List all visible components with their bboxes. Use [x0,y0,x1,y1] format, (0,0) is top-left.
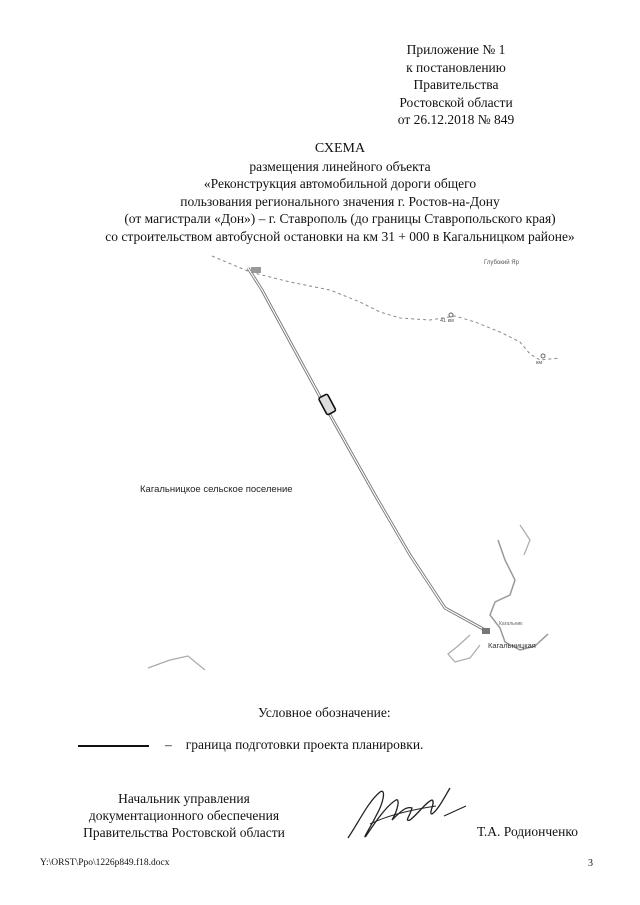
signature-position-line-2: документационного обеспечения [88,808,280,823]
map-label-village: Кагальницкая [488,641,536,650]
river-kagalnik [490,540,548,650]
document-title [40,140,640,245]
title-line-4: (от магистрали «Дон») – г. Ставрополь (до границы Ставропольского края) [124,211,556,226]
map-label-ravine: Глубокий Яр [484,260,519,266]
title-line-5: со строительством автобусной остановки на км 31 + 000 в Кагальницком районе» [105,228,575,244]
map-label-settlement: Кагальницкое сельское поселение [140,484,293,495]
title-line-1: размещения линейного объекта [249,158,431,174]
footer-file-path: Y:\ORST\Ppo\1226p849.f18.docx [40,858,170,868]
appendix-line-4: Ростовской области [399,94,513,110]
administrative-boundary-dashed [212,256,560,360]
map-label-km: км [536,360,543,366]
signature-block [70,790,298,841]
signature-position-line-1: Начальник управления [118,791,250,806]
map-label-river: Кагальник [499,621,523,627]
km41-marker [449,313,453,317]
page-number: 3 [588,858,593,869]
legend-boundary-line [78,745,149,747]
handwritten-signature [340,780,470,850]
appendix-line-1: Приложение № 1 [406,42,506,57]
appendix-line-5: от 26.12.2018 № 849 [397,112,515,127]
appendix-line-3: Правительства [413,77,499,92]
signature-position-line-3: Правительства Ростовской области [83,825,285,840]
legend-item [78,737,423,753]
terrain-contour [148,656,205,670]
village-marker [482,628,490,634]
km-marker [541,354,545,358]
map-label-km41: 41 км [440,318,454,324]
junction-marker [251,267,261,273]
signer-name: Т.А. Родионченко [477,824,578,839]
title-line-3: пользования регионального значения г. Ростов-на-Дону [180,193,500,209]
legend-title: Условное обозначение: [258,705,391,720]
title-heading: СХЕМА [314,141,366,156]
appendix-header [356,41,556,129]
appendix-line-2: к постановлению [406,59,506,75]
legend-item-label: граница подготовки проекта планировки. [185,737,424,752]
scheme-map [0,250,640,690]
title-line-2: «Реконструкция автомобильной дороги общего [203,176,477,191]
legend-dash: – [165,737,172,752]
bus-stop-object [318,394,336,415]
